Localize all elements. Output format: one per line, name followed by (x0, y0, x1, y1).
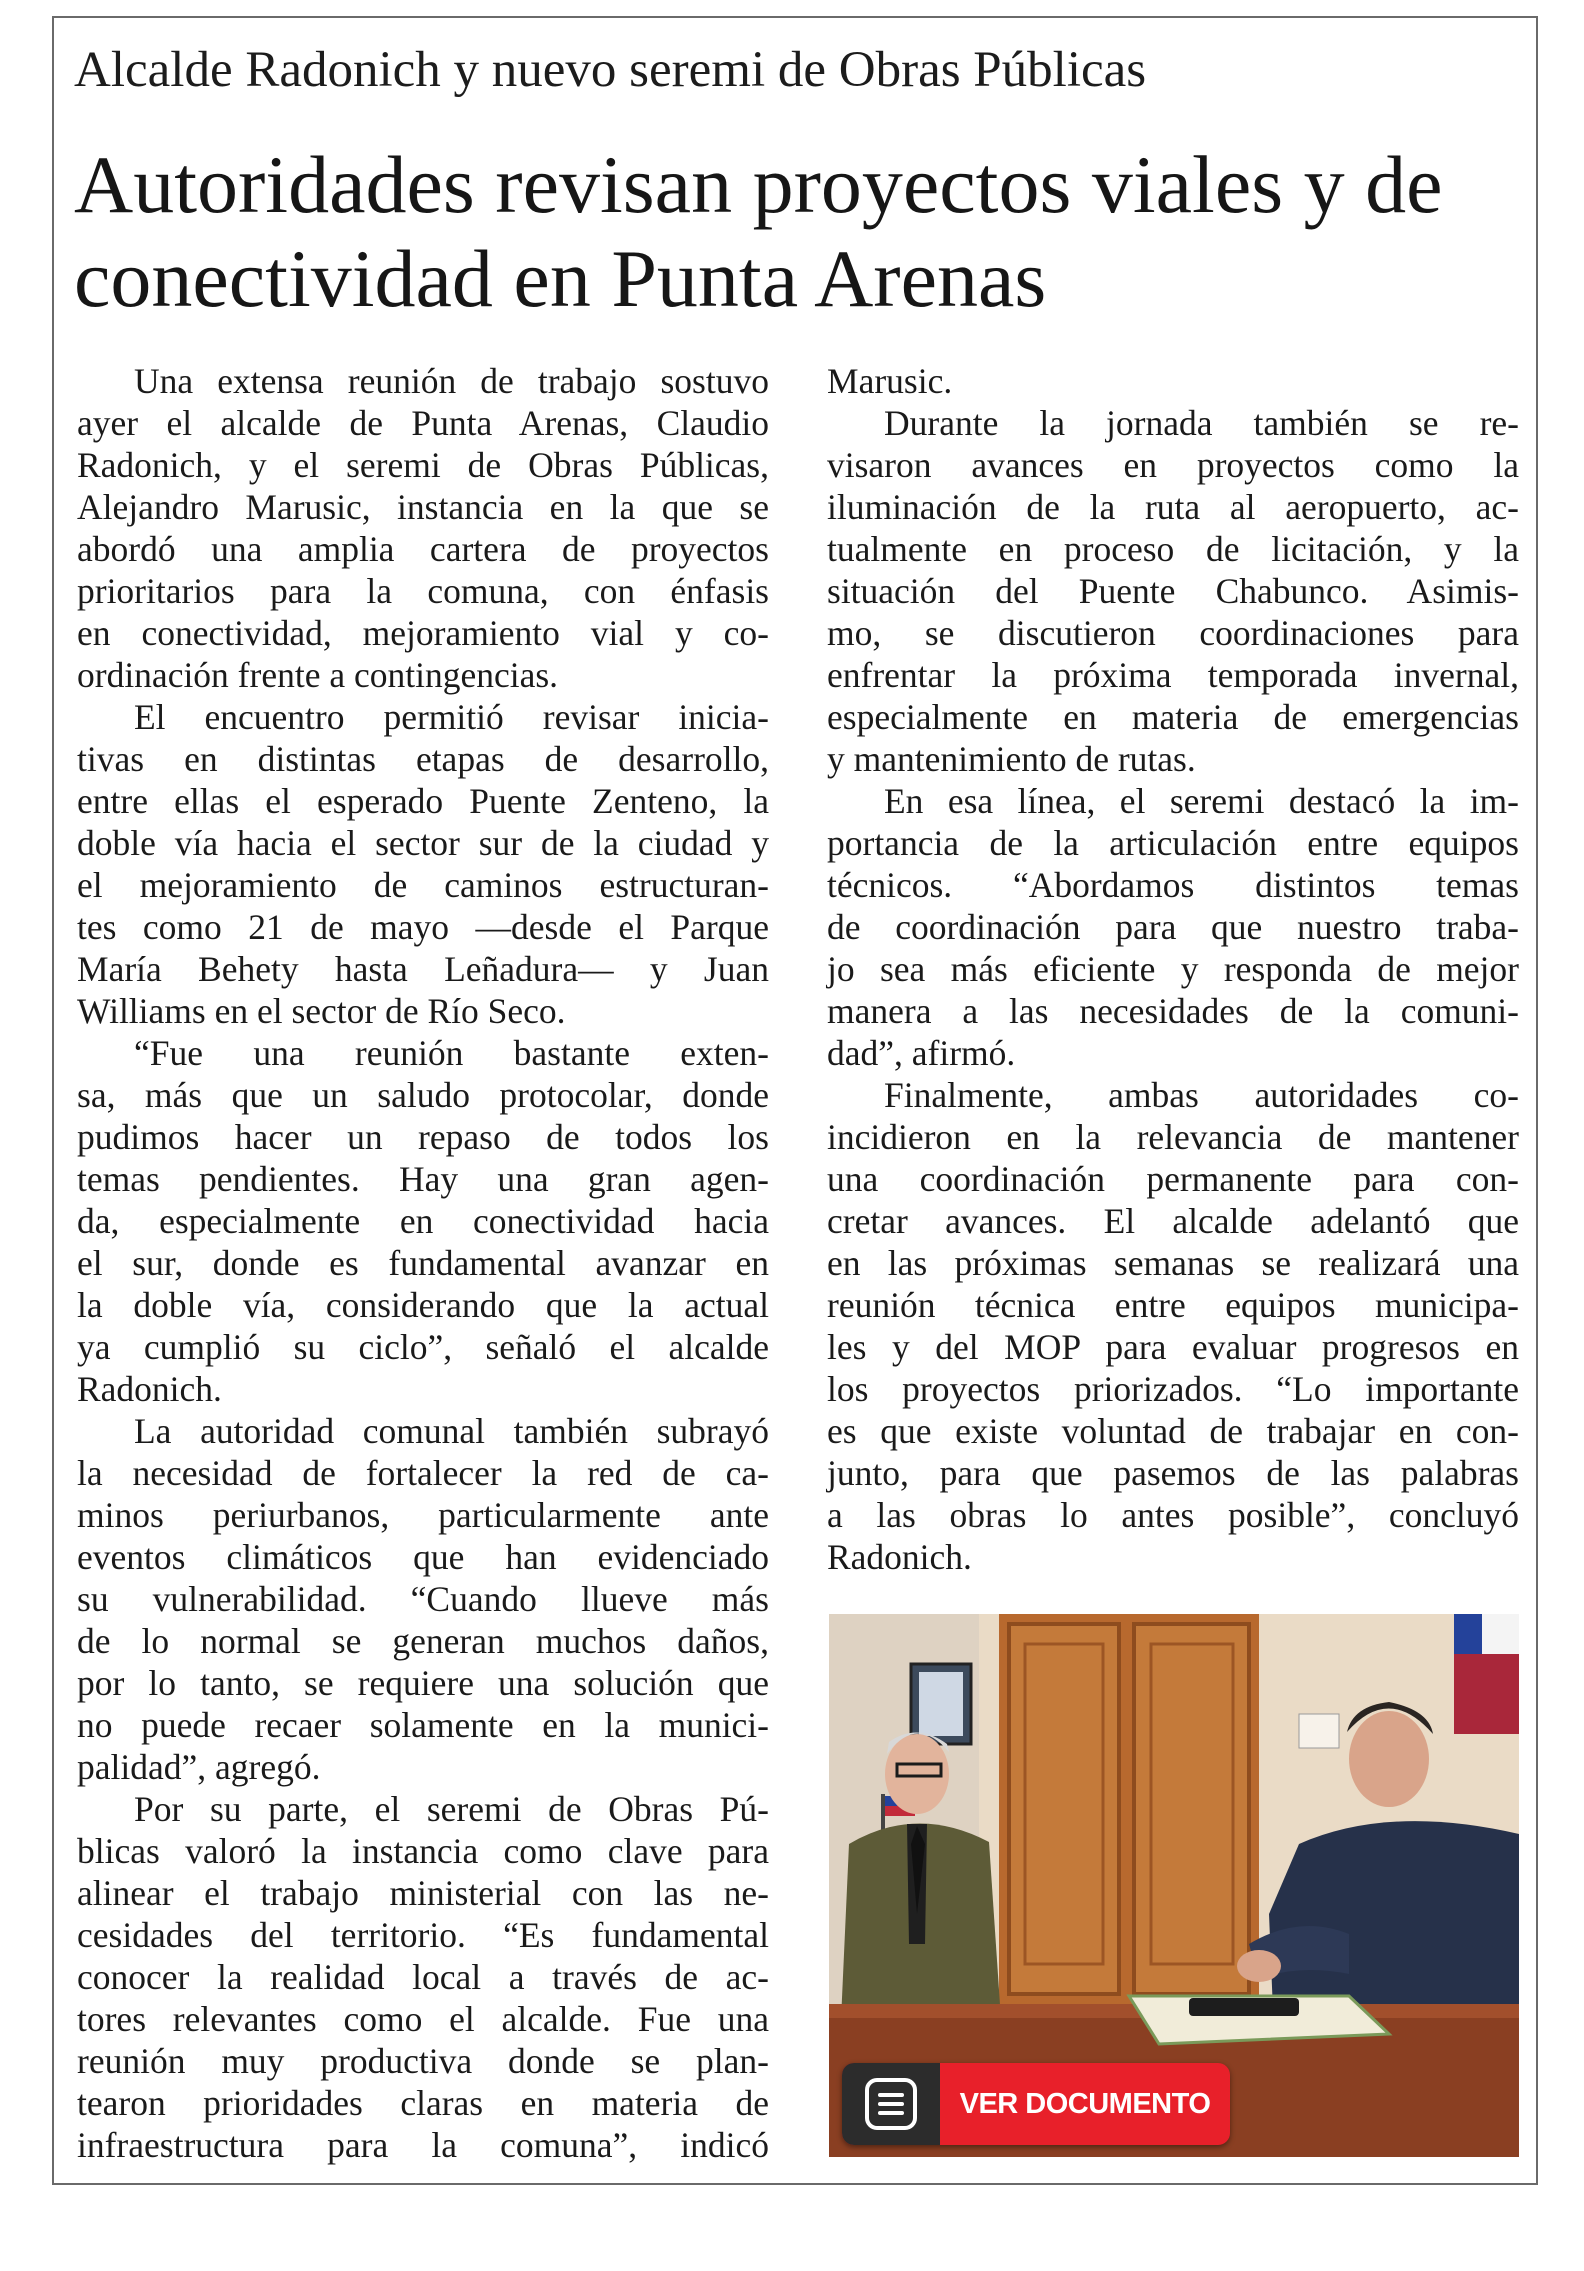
text-line: “Fue una reunión bastante exten- (134, 1033, 769, 1073)
text-line: doble vía hacia el sector sur de la ciudad y (77, 823, 769, 863)
text-line: María Behety hasta Leñadura— y Juan (77, 949, 769, 989)
text-line: técnicos. “Abordamos distintos temas (827, 865, 1519, 905)
text-line: jo sea más eficiente y responda de mejor (827, 949, 1519, 989)
text-line: enfrentar la próxima temporada invernal, (827, 655, 1519, 695)
text-line: en las próximas semanas se realizará una (827, 1243, 1519, 1283)
text-line: pudimos hacer un repaso de todos los (77, 1117, 769, 1157)
text-line: Durante la jornada también se re- (884, 403, 1519, 443)
text-line: ordinación frente a contingencias. (77, 655, 559, 695)
text-line: Marusic. (827, 361, 953, 401)
text-line: tes como 21 de mayo —desde el Parque (77, 907, 769, 947)
view-document-label: VER DOCUMENTO (959, 2088, 1211, 2120)
text-line: temas pendientes. Hay una gran agen- (77, 1159, 769, 1199)
text-line: En esa línea, el seremi destacó la im- (884, 781, 1519, 821)
text-line: de lo normal se generan muchos daños, (77, 1621, 769, 1661)
text-line: el sur, donde es fundamental avanzar en (77, 1243, 769, 1283)
text-line: el mejoramiento de caminos estructuran- (77, 865, 769, 905)
text-line: blicas valoró la instancia como clave para (77, 1831, 769, 1871)
text-line: El encuentro permitió revisar inicia- (134, 697, 769, 737)
text-line: entre ellas el esperado Puente Zenteno, la (77, 781, 769, 821)
text-line: su vulnerabilidad. “Cuando llueve más (77, 1579, 769, 1619)
text-line: prioritarios para la comuna, con énfasis (77, 571, 769, 611)
text-line: tivas en distintas etapas de desarrollo, (77, 739, 769, 779)
headline-line-1: Autoridades revisan proyectos viales y de (74, 139, 1443, 230)
view-document-button[interactable] (842, 2063, 1230, 2145)
text-line: cretar avances. El alcalde adelantó que (827, 1201, 1519, 1241)
text-line: palidad”, agregó. (77, 1747, 321, 1787)
text-line: ya cumplió su ciclo”, señaló el alcalde (77, 1327, 769, 1367)
right-column (827, 360, 1519, 1578)
text-line: tearon prioridades claras en materia de (77, 2083, 769, 2123)
document-list-icon (865, 2078, 917, 2130)
text-line: tualmente en proceso de licitación, y la (827, 529, 1519, 569)
text-line: reunión muy productiva donde se plan- (77, 2041, 769, 2081)
text-line: iluminación de la ruta al aeropuerto, ac- (827, 487, 1519, 527)
text-line: de coordinación para que nuestro traba- (827, 907, 1519, 947)
document-icon-box (842, 2063, 940, 2145)
text-line: mo, se discutieron coordinaciones para (827, 613, 1519, 653)
text-line: tores relevantes como el alcalde. Fue una (77, 1999, 769, 2039)
text-line: dad”, afirmó. (827, 1033, 1016, 1073)
text-line: Por su parte, el seremi de Obras Pú- (134, 1789, 769, 1829)
text-line: ayer el alcalde de Punta Arenas, Claudio (77, 403, 769, 443)
text-line: Una extensa reunión de trabajo sostuvo (134, 361, 769, 401)
text-line: minos periurbanos, particularmente ante (77, 1495, 769, 1535)
headline-line-2: conectividad en Punta Arenas (74, 233, 1047, 324)
text-line: alinear el trabajo ministerial con las ne- (77, 1873, 769, 1913)
text-line: Radonich. (77, 1369, 222, 1409)
text-line: y mantenimiento de rutas. (827, 739, 1196, 779)
text-line: por lo tanto, se requiere una solución que (77, 1663, 769, 1703)
text-line: Alejandro Marusic, instancia en la que se (77, 487, 769, 527)
text-line: Finalmente, ambas autoridades co- (884, 1075, 1519, 1115)
text-line: les y del MOP para evaluar progresos en (827, 1327, 1519, 1367)
text-line: en conectividad, mejoramiento vial y co- (77, 613, 769, 653)
text-line: eventos climáticos que han evidenciado (77, 1537, 769, 1577)
text-line: Radonich. (827, 1537, 972, 1577)
text-line: no puede recaer solamente en la munici- (77, 1705, 769, 1745)
text-line: es que existe voluntad de trabajar en con- (827, 1411, 1519, 1451)
text-line: Radonich, y el seremi de Obras Públicas, (77, 445, 769, 485)
text-line: incidieron en la relevancia de mantener (827, 1117, 1519, 1157)
text-line: sa, más que un saludo protocolar, donde (77, 1075, 769, 1115)
text-line: da, especialmente en conectividad hacia (77, 1201, 769, 1241)
text-line: la necesidad de fortalecer la red de ca- (77, 1453, 769, 1493)
text-line: especialmente en materia de emergencias (827, 697, 1519, 737)
text-line: infraestructura para la comuna”, indicó (77, 2125, 769, 2165)
text-line: conocer la realidad local a través de ac- (77, 1957, 769, 1997)
text-line: visaron avances en proyectos como la (827, 445, 1519, 485)
text-line: situación del Puente Chabunco. Asimis- (827, 571, 1519, 611)
text-line: a las obras lo antes posible”, concluyó (827, 1495, 1519, 1535)
text-line: una coordinación permanente para con- (827, 1159, 1519, 1199)
text-line: la doble vía, considerando que la actual (77, 1285, 769, 1325)
text-line: reunión técnica entre equipos municipa- (827, 1285, 1519, 1325)
text-line: portancia de la articulación entre equipos (827, 823, 1519, 863)
text-line: manera a las necesidades de la comuni- (827, 991, 1519, 1031)
article-kicker: Alcalde Radonich y nuevo seremi de Obras Públicas (74, 42, 1147, 98)
left-column (77, 360, 769, 2166)
text-line: Williams en el sector de Río Seco. (77, 991, 566, 1031)
text-line: los proyectos priorizados. “Lo importante (827, 1369, 1519, 1409)
text-line: La autoridad comunal también subrayó (134, 1411, 769, 1451)
text-line: cesidades del territorio. “Es fundamental (77, 1915, 769, 1955)
text-line: junto, para que pasemos de las palabras (827, 1453, 1519, 1493)
article-headline (74, 138, 1534, 326)
text-line: abordó una amplia cartera de proyectos (77, 529, 769, 569)
